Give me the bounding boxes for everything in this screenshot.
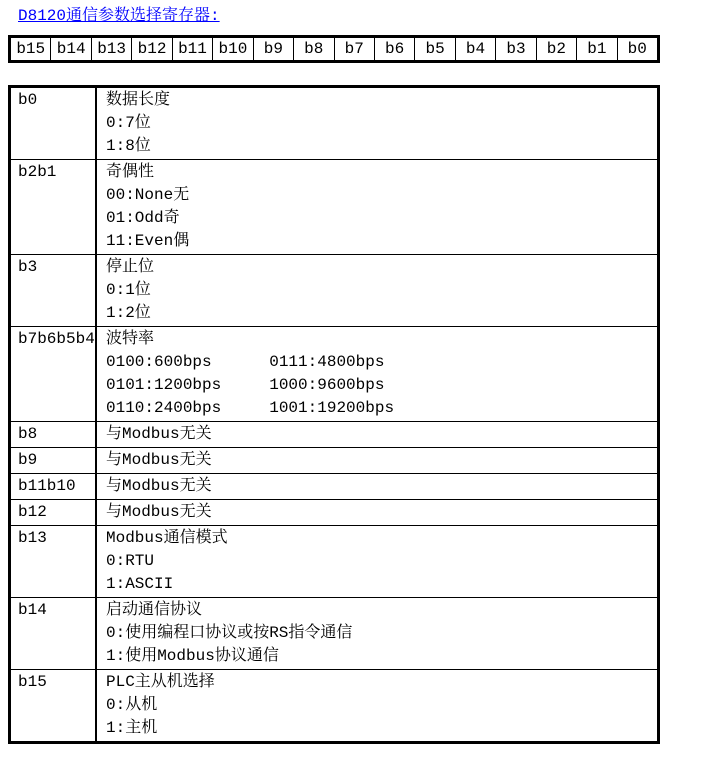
bit-header-cell: b8 <box>294 38 334 60</box>
bit-label: b13 <box>11 526 97 597</box>
description-line: 与Modbus无关 <box>106 477 212 495</box>
bit-header-cell: b12 <box>132 38 172 60</box>
description-line: 0110:2400bps 1001:19200bps <box>106 399 395 417</box>
register-table-body <box>8 85 660 744</box>
bit-header-cell: b4 <box>456 38 496 60</box>
description-line: PLC主从机选择 <box>106 673 215 691</box>
table-row <box>11 159 657 254</box>
table-row <box>11 254 657 326</box>
bit-header-cell: b11 <box>173 38 213 60</box>
bit-header-cell: b6 <box>375 38 415 60</box>
description-line: 0101:1200bps 1000:9600bps <box>106 376 385 394</box>
table-row <box>11 499 657 525</box>
bit-description <box>97 255 657 326</box>
description-line: 1:ASCII <box>106 575 174 593</box>
bit-label: b12 <box>11 500 97 525</box>
bit-header-cell: b1 <box>577 38 617 60</box>
description-line: 11:Even偶 <box>106 232 190 250</box>
bit-label: b3 <box>11 255 97 326</box>
bit-description <box>97 598 657 669</box>
bit-label: b2b1 <box>11 160 97 254</box>
bit-description <box>97 88 657 159</box>
bit-header-cell: b14 <box>51 38 91 60</box>
description-line: 数据长度 <box>106 91 171 109</box>
bit-label: b11b10 <box>11 474 97 499</box>
table-row <box>11 88 657 159</box>
bit-label: b8 <box>11 422 97 447</box>
bit-description <box>97 474 657 499</box>
bit-description <box>97 500 657 525</box>
description-line: 波特率 <box>106 330 155 348</box>
bit-description <box>97 526 657 597</box>
bit-description <box>97 448 657 473</box>
bit-header-cell: b7 <box>335 38 375 60</box>
bit-label: b7b6b5b4 <box>11 327 97 421</box>
description-line: 启动通信协议 <box>106 601 203 619</box>
table-row <box>11 473 657 499</box>
bit-header-cell: b0 <box>627 40 647 58</box>
bit-header-cell: b10 <box>213 38 253 60</box>
table-row <box>11 447 657 473</box>
description-line: 0:RTU <box>106 552 155 570</box>
description-line: 停止位 <box>106 258 155 276</box>
description-line: 1:主机 <box>106 719 158 737</box>
table-row <box>11 597 657 669</box>
description-line: 00:None无 <box>106 186 190 204</box>
description-line: 1:8位 <box>106 137 151 155</box>
description-line: 与Modbus无关 <box>106 425 212 443</box>
bit-label: b9 <box>11 448 97 473</box>
bit-header-cell: b5 <box>415 38 455 60</box>
table-row <box>11 326 657 421</box>
bit-header-cell: b3 <box>496 38 536 60</box>
table-row <box>11 669 657 741</box>
description-line: 与Modbus无关 <box>106 503 212 521</box>
bit-header-cell: b9 <box>254 38 294 60</box>
description-line: 奇偶性 <box>106 163 155 181</box>
bit-label: b14 <box>11 598 97 669</box>
document-title: D8120通信参数选择寄存器: <box>18 7 220 25</box>
description-line: Modbus通信模式 <box>106 529 228 547</box>
bit-description <box>97 670 657 741</box>
bit-header-row <box>8 35 660 63</box>
description-line: 0:使用编程口协议或按RS指令通信 <box>106 624 353 642</box>
bit-header-cell: b15 <box>11 38 51 60</box>
bit-description <box>97 327 657 421</box>
description-line: 0100:600bps 0111:4800bps <box>106 353 385 371</box>
description-line: 0:从机 <box>106 696 158 714</box>
bit-label: b0 <box>11 88 97 159</box>
description-line: 1:2位 <box>106 304 151 322</box>
table-row <box>11 525 657 597</box>
bit-header-cell: b2 <box>537 38 577 60</box>
description-line: 0:7位 <box>106 114 151 132</box>
description-line: 01:Odd奇 <box>106 209 180 227</box>
bit-label: b15 <box>11 670 97 741</box>
bit-description <box>97 160 657 254</box>
description-line: 与Modbus无关 <box>106 451 212 469</box>
description-line: 0:1位 <box>106 281 151 299</box>
bit-description <box>97 422 657 447</box>
table-row <box>11 421 657 447</box>
bit-header-cell: b13 <box>92 38 132 60</box>
description-line: 1:使用Modbus协议通信 <box>106 647 279 665</box>
